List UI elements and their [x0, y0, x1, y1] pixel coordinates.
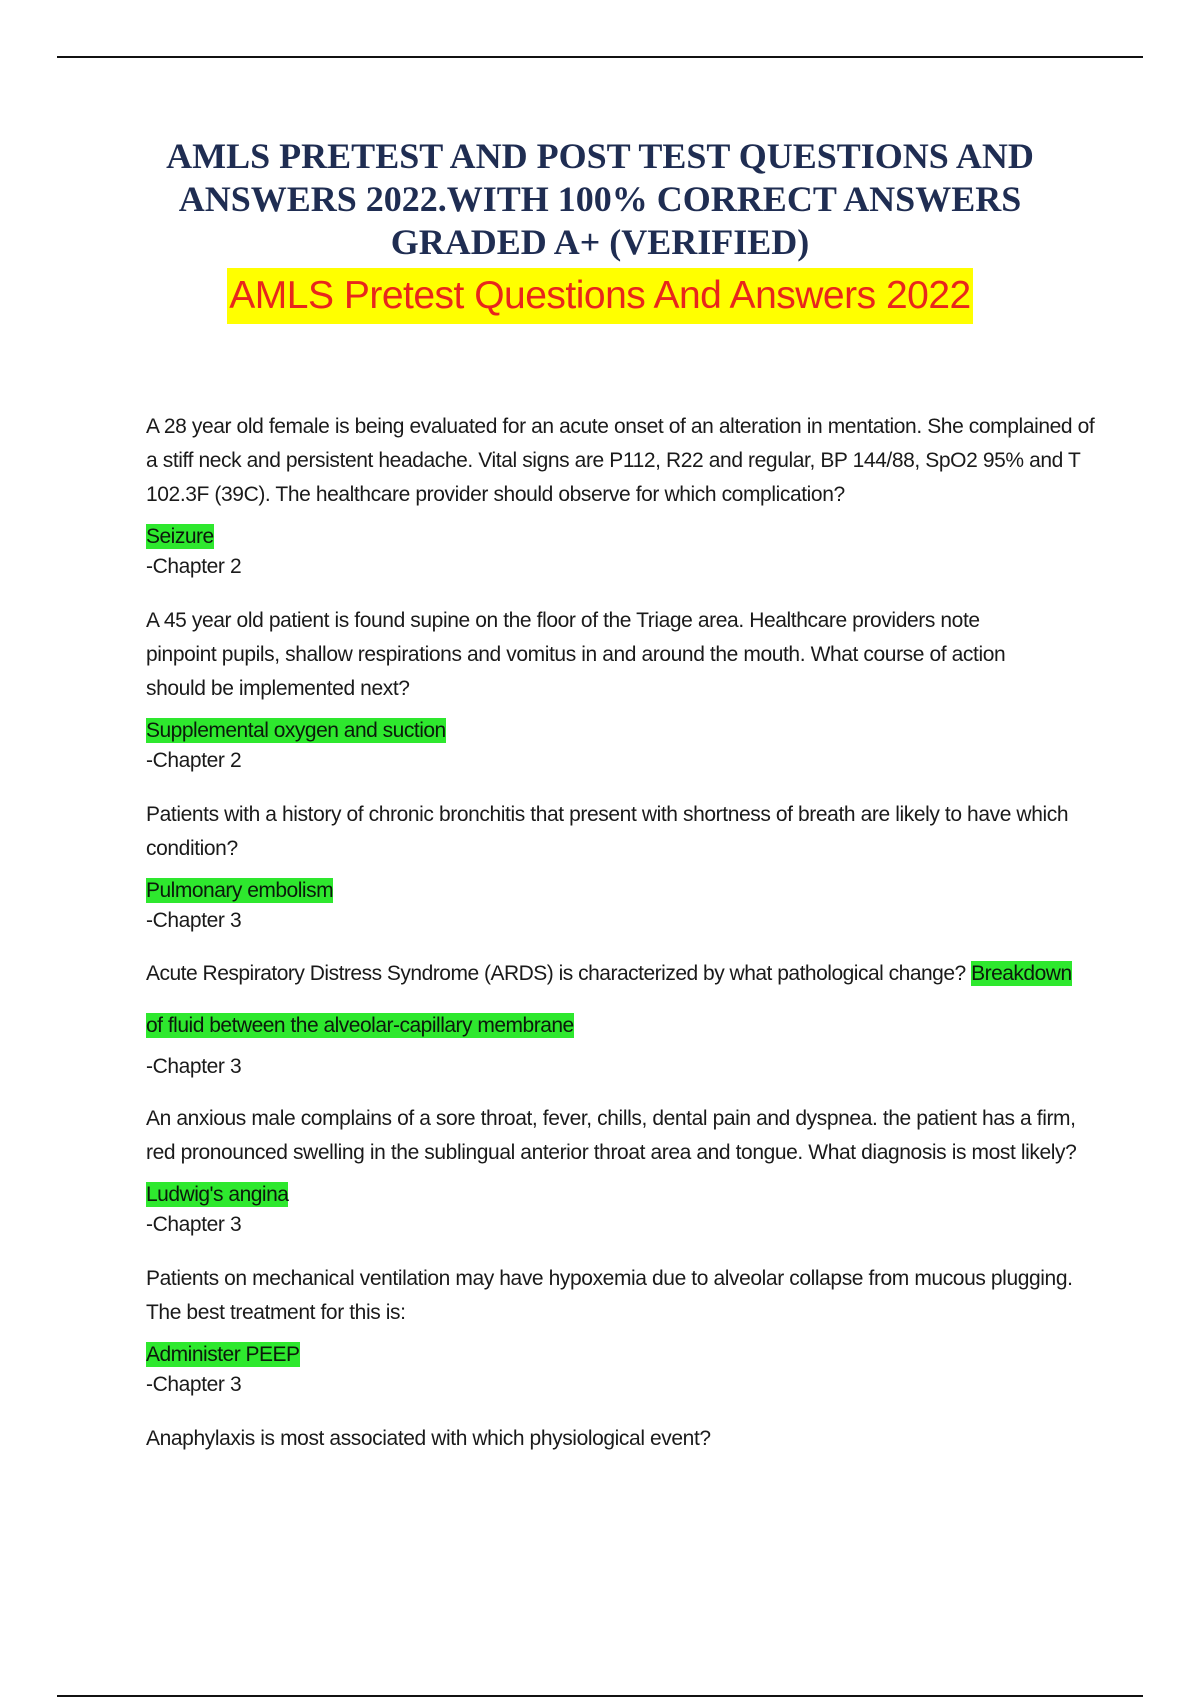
qa-item-4: [146, 948, 1096, 1082]
question-text: Acute Respiratory Distress Syndrome (ARDS) is characterized by what pathological change?: [146, 962, 966, 985]
qa-list: [146, 410, 1096, 1456]
question-text: An anxious male complains of a sore throat, fever, chills, dental pain and dyspnea. the patient has a firm, red pronounced swelling in the sublingual anterior throat area and tongue. What diagnosis is most likely?: [146, 1107, 1077, 1164]
qa-item-6: [146, 1262, 1096, 1400]
question-text: Anaphylaxis is most associated with which physiological event?: [146, 1427, 711, 1450]
document-subtitle: AMLS Pretest Questions And Answers 2022: [227, 268, 972, 324]
chapter-ref: -Chapter 3: [146, 909, 242, 932]
answer-line: [146, 522, 1096, 552]
bottom-rule: [57, 1695, 1143, 1697]
chapter-ref: -Chapter 2: [146, 749, 242, 772]
question-text: A 28 year old female is being evaluated for an acute onset of an alteration in mentation. She complained of a stiff neck and persistent headache. Vital signs are P112, R22 and regular, BP 144/88, SpO2 95% and T 102.3F (39C). The healthcare provider should observe for which complication?: [146, 415, 1095, 506]
answer-highlight-part1: Breakdown: [971, 962, 1072, 985]
title-line-1: AMLS PRETEST AND POST TEST QUESTIONS AND: [166, 136, 1034, 176]
question-text: Patients with a history of chronic bronchitis that present with shortness of breath are likely to have which condition?: [146, 803, 1069, 860]
question-text-inline: [146, 948, 1096, 1052]
top-rule: [57, 56, 1143, 58]
answer-highlight-part2: of fluid between the alveolar-capillary membrane: [146, 1014, 574, 1037]
chapter-ref: -Chapter 3: [146, 1373, 242, 1396]
subtitle-container: [0, 268, 1200, 324]
answer-line: [146, 1180, 1096, 1210]
answer-line: [146, 1340, 1096, 1370]
qa-item-5: [146, 1102, 1096, 1240]
answer-highlight: Ludwig's angina: [146, 1183, 289, 1206]
qa-item-7: [146, 1422, 1096, 1456]
qa-item-3: [146, 798, 1096, 936]
qa-item-1: [146, 410, 1096, 582]
qa-item-2: [146, 604, 1096, 776]
answer-line: [146, 876, 1096, 906]
chapter-ref: -Chapter 3: [146, 1055, 242, 1078]
question-text: Patients on mechanical ventilation may have hypoxemia due to alveolar collapse from mucous plugging. The best treatment for this is:: [146, 1267, 1073, 1324]
title-line-3: GRADED A+ (VERIFIED): [390, 222, 810, 262]
question-text: A 45 year old patient is found supine on the floor of the Triage area. Healthcare providers note pinpoint pupils, shallow respirations and vomitus in and around the mouth. What course of action should be implemented next?: [146, 609, 1006, 700]
answer-line: [146, 716, 1096, 746]
answer-highlight: Supplemental oxygen and suction: [146, 719, 446, 742]
answer-highlight: Pulmonary embolism: [146, 879, 334, 902]
title-line-2: ANSWERS 2022.WITH 100% CORRECT ANSWERS: [178, 179, 1022, 219]
answer-highlight: Administer PEEP: [146, 1343, 300, 1366]
chapter-ref: -Chapter 3: [146, 1213, 242, 1236]
document-title: [150, 135, 1050, 264]
answer-highlight: Seizure: [146, 525, 214, 548]
chapter-ref: -Chapter 2: [146, 555, 242, 578]
